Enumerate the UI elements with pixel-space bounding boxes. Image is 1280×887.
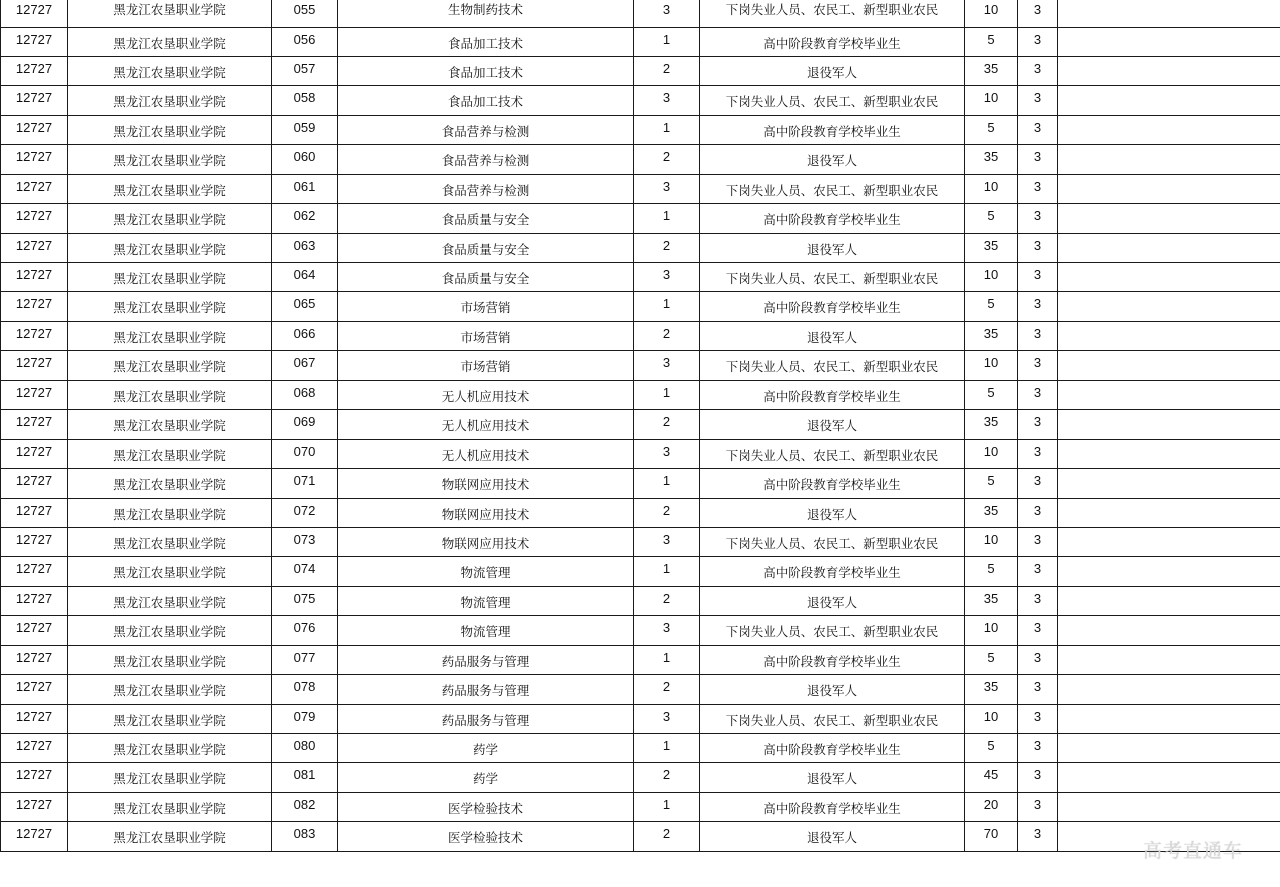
major-name-cell: 药品服务与管理 bbox=[338, 675, 634, 704]
school-code-cell: 12727 bbox=[1, 675, 68, 704]
applicant-group-cell: 退役军人 bbox=[700, 145, 965, 174]
major-name-cell: 市场营销 bbox=[338, 292, 634, 321]
applicant-group-cell: 退役军人 bbox=[700, 498, 965, 527]
major-name-cell: 药学 bbox=[338, 734, 634, 763]
applicant-group-cell: 高中阶段教育学校毕业生 bbox=[700, 792, 965, 821]
plan-count-cell: 70 bbox=[965, 822, 1018, 851]
plan-count-cell: 5 bbox=[965, 380, 1018, 409]
applicant-group-cell: 退役军人 bbox=[700, 321, 965, 350]
category-order-cell: 3 bbox=[634, 86, 700, 115]
table-row bbox=[1, 763, 1280, 792]
school-code-cell: 12727 bbox=[1, 704, 68, 733]
major-code-cell: 060 bbox=[272, 145, 338, 174]
remarks-cell bbox=[1058, 645, 1280, 674]
plan-count-cell: 10 bbox=[965, 351, 1018, 380]
plan-count-cell: 5 bbox=[965, 292, 1018, 321]
major-name-cell: 无人机应用技术 bbox=[338, 439, 634, 468]
school-name-cell: 黑龙江农垦职业学院 bbox=[68, 380, 272, 409]
remarks-cell bbox=[1058, 145, 1280, 174]
study-years-cell: 3 bbox=[1018, 380, 1058, 409]
school-name-cell: 黑龙江农垦职业学院 bbox=[68, 145, 272, 174]
category-order-cell: 1 bbox=[634, 792, 700, 821]
applicant-group-cell: 退役军人 bbox=[700, 586, 965, 615]
major-code-cell: 059 bbox=[272, 115, 338, 144]
major-code-cell: 065 bbox=[272, 292, 338, 321]
remarks-cell bbox=[1058, 792, 1280, 821]
plan-count-cell: 35 bbox=[965, 586, 1018, 615]
study-years-cell: 3 bbox=[1018, 469, 1058, 498]
remarks-cell bbox=[1058, 763, 1280, 792]
major-name-cell: 物联网应用技术 bbox=[338, 469, 634, 498]
table-row bbox=[1, 557, 1280, 586]
study-years-cell: 3 bbox=[1018, 145, 1058, 174]
remarks-cell bbox=[1058, 527, 1280, 556]
study-years-cell: 3 bbox=[1018, 0, 1058, 27]
table-row bbox=[1, 410, 1280, 439]
remarks-cell bbox=[1058, 586, 1280, 615]
remarks-cell bbox=[1058, 498, 1280, 527]
major-code-cell: 055 bbox=[272, 0, 338, 27]
study-years-cell: 3 bbox=[1018, 27, 1058, 56]
plan-count-cell: 35 bbox=[965, 675, 1018, 704]
major-code-cell: 068 bbox=[272, 380, 338, 409]
school-code-cell: 12727 bbox=[1, 527, 68, 556]
school-name-cell: 黑龙江农垦职业学院 bbox=[68, 704, 272, 733]
category-order-cell: 1 bbox=[634, 380, 700, 409]
school-name-cell: 黑龙江农垦职业学院 bbox=[68, 204, 272, 233]
category-order-cell: 3 bbox=[634, 616, 700, 645]
table-row bbox=[1, 174, 1280, 203]
study-years-cell: 3 bbox=[1018, 86, 1058, 115]
major-name-cell: 药品服务与管理 bbox=[338, 704, 634, 733]
study-years-cell: 3 bbox=[1018, 410, 1058, 439]
remarks-cell bbox=[1058, 380, 1280, 409]
table-row bbox=[1, 704, 1280, 733]
major-code-cell: 058 bbox=[272, 86, 338, 115]
plan-count-cell: 10 bbox=[965, 86, 1018, 115]
study-years-cell: 3 bbox=[1018, 263, 1058, 292]
category-order-cell: 2 bbox=[634, 675, 700, 704]
school-code-cell: 12727 bbox=[1, 321, 68, 350]
major-name-cell: 无人机应用技术 bbox=[338, 380, 634, 409]
table-row bbox=[1, 145, 1280, 174]
table-row bbox=[1, 439, 1280, 468]
category-order-cell: 2 bbox=[634, 586, 700, 615]
school-code-cell: 12727 bbox=[1, 86, 68, 115]
school-name-cell: 黑龙江农垦职业学院 bbox=[68, 86, 272, 115]
school-code-cell: 12727 bbox=[1, 263, 68, 292]
major-code-cell: 062 bbox=[272, 204, 338, 233]
category-order-cell: 2 bbox=[634, 498, 700, 527]
table-row bbox=[1, 86, 1280, 115]
table-row bbox=[1, 0, 1280, 27]
school-code-cell: 12727 bbox=[1, 0, 68, 27]
study-years-cell: 3 bbox=[1018, 675, 1058, 704]
school-name-cell: 黑龙江农垦职业学院 bbox=[68, 527, 272, 556]
remarks-cell bbox=[1058, 115, 1280, 144]
school-code-cell: 12727 bbox=[1, 351, 68, 380]
applicant-group-cell: 高中阶段教育学校毕业生 bbox=[700, 734, 965, 763]
plan-count-cell: 10 bbox=[965, 0, 1018, 27]
major-code-cell: 076 bbox=[272, 616, 338, 645]
major-name-cell: 药学 bbox=[338, 763, 634, 792]
remarks-cell bbox=[1058, 822, 1280, 851]
plan-count-cell: 10 bbox=[965, 439, 1018, 468]
school-code-cell: 12727 bbox=[1, 380, 68, 409]
table-row bbox=[1, 204, 1280, 233]
category-order-cell: 2 bbox=[634, 763, 700, 792]
major-name-cell: 市场营销 bbox=[338, 351, 634, 380]
major-name-cell: 食品加工技术 bbox=[338, 27, 634, 56]
study-years-cell: 3 bbox=[1018, 527, 1058, 556]
table-row bbox=[1, 27, 1280, 56]
school-name-cell: 黑龙江农垦职业学院 bbox=[68, 351, 272, 380]
major-code-cell: 070 bbox=[272, 439, 338, 468]
applicant-group-cell: 高中阶段教育学校毕业生 bbox=[700, 204, 965, 233]
study-years-cell: 3 bbox=[1018, 557, 1058, 586]
category-order-cell: 3 bbox=[634, 263, 700, 292]
table-row bbox=[1, 498, 1280, 527]
school-code-cell: 12727 bbox=[1, 586, 68, 615]
school-code-cell: 12727 bbox=[1, 292, 68, 321]
plan-count-cell: 20 bbox=[965, 792, 1018, 821]
category-order-cell: 1 bbox=[634, 469, 700, 498]
applicant-group-cell: 退役军人 bbox=[700, 675, 965, 704]
school-name-cell: 黑龙江农垦职业学院 bbox=[68, 616, 272, 645]
category-order-cell: 3 bbox=[634, 527, 700, 556]
applicant-group-cell: 退役军人 bbox=[700, 763, 965, 792]
table-row bbox=[1, 675, 1280, 704]
remarks-cell bbox=[1058, 292, 1280, 321]
category-order-cell: 3 bbox=[634, 704, 700, 733]
study-years-cell: 3 bbox=[1018, 233, 1058, 262]
study-years-cell: 3 bbox=[1018, 56, 1058, 85]
applicant-group-cell: 下岗失业人员、农民工、新型职业农民 bbox=[700, 0, 965, 27]
remarks-cell bbox=[1058, 204, 1280, 233]
plan-count-cell: 10 bbox=[965, 616, 1018, 645]
school-name-cell: 黑龙江农垦职业学院 bbox=[68, 56, 272, 85]
major-name-cell: 无人机应用技术 bbox=[338, 410, 634, 439]
plan-count-cell: 10 bbox=[965, 527, 1018, 556]
applicant-group-cell: 退役军人 bbox=[700, 56, 965, 85]
category-order-cell: 3 bbox=[634, 351, 700, 380]
study-years-cell: 3 bbox=[1018, 498, 1058, 527]
school-code-cell: 12727 bbox=[1, 145, 68, 174]
plan-count-cell: 5 bbox=[965, 469, 1018, 498]
table-row bbox=[1, 792, 1280, 821]
applicant-group-cell: 高中阶段教育学校毕业生 bbox=[700, 469, 965, 498]
table-row bbox=[1, 233, 1280, 262]
applicant-group-cell: 高中阶段教育学校毕业生 bbox=[700, 292, 965, 321]
major-code-cell: 057 bbox=[272, 56, 338, 85]
remarks-cell bbox=[1058, 174, 1280, 203]
plan-count-cell: 35 bbox=[965, 56, 1018, 85]
school-name-cell: 黑龙江农垦职业学院 bbox=[68, 586, 272, 615]
school-code-cell: 12727 bbox=[1, 792, 68, 821]
applicant-group-cell: 下岗失业人员、农民工、新型职业农民 bbox=[700, 527, 965, 556]
major-name-cell: 物流管理 bbox=[338, 586, 634, 615]
school-name-cell: 黑龙江农垦职业学院 bbox=[68, 115, 272, 144]
plan-count-cell: 35 bbox=[965, 410, 1018, 439]
study-years-cell: 3 bbox=[1018, 115, 1058, 144]
plan-count-cell: 5 bbox=[965, 115, 1018, 144]
major-name-cell: 物流管理 bbox=[338, 557, 634, 586]
major-name-cell: 食品加工技术 bbox=[338, 86, 634, 115]
plan-count-cell: 35 bbox=[965, 233, 1018, 262]
study-years-cell: 3 bbox=[1018, 204, 1058, 233]
remarks-cell bbox=[1058, 263, 1280, 292]
study-years-cell: 3 bbox=[1018, 292, 1058, 321]
applicant-group-cell: 下岗失业人员、农民工、新型职业农民 bbox=[700, 263, 965, 292]
school-code-cell: 12727 bbox=[1, 498, 68, 527]
category-order-cell: 1 bbox=[634, 645, 700, 674]
major-code-cell: 081 bbox=[272, 763, 338, 792]
applicant-group-cell: 下岗失业人员、农民工、新型职业农民 bbox=[700, 704, 965, 733]
major-code-cell: 074 bbox=[272, 557, 338, 586]
study-years-cell: 3 bbox=[1018, 822, 1058, 851]
study-years-cell: 3 bbox=[1018, 616, 1058, 645]
applicant-group-cell: 高中阶段教育学校毕业生 bbox=[700, 557, 965, 586]
applicant-group-cell: 下岗失业人员、农民工、新型职业农民 bbox=[700, 351, 965, 380]
school-name-cell: 黑龙江农垦职业学院 bbox=[68, 763, 272, 792]
school-name-cell: 黑龙江农垦职业学院 bbox=[68, 822, 272, 851]
school-code-cell: 12727 bbox=[1, 469, 68, 498]
remarks-cell bbox=[1058, 734, 1280, 763]
major-code-cell: 067 bbox=[272, 351, 338, 380]
table-row bbox=[1, 645, 1280, 674]
major-name-cell: 食品营养与检测 bbox=[338, 115, 634, 144]
remarks-cell bbox=[1058, 616, 1280, 645]
school-name-cell: 黑龙江农垦职业学院 bbox=[68, 469, 272, 498]
major-name-cell: 食品质量与安全 bbox=[338, 233, 634, 262]
category-order-cell: 1 bbox=[634, 27, 700, 56]
study-years-cell: 3 bbox=[1018, 439, 1058, 468]
category-order-cell: 1 bbox=[634, 292, 700, 321]
applicant-group-cell: 下岗失业人员、农民工、新型职业农民 bbox=[700, 439, 965, 468]
plan-count-cell: 5 bbox=[965, 27, 1018, 56]
remarks-cell bbox=[1058, 675, 1280, 704]
school-code-cell: 12727 bbox=[1, 204, 68, 233]
school-name-cell: 黑龙江农垦职业学院 bbox=[68, 410, 272, 439]
applicant-group-cell: 下岗失业人员、农民工、新型职业农民 bbox=[700, 86, 965, 115]
watermark-logo: 高考直通车 bbox=[1143, 840, 1244, 862]
remarks-cell bbox=[1058, 351, 1280, 380]
study-years-cell: 3 bbox=[1018, 321, 1058, 350]
remarks-cell bbox=[1058, 321, 1280, 350]
major-name-cell: 药品服务与管理 bbox=[338, 645, 634, 674]
school-code-cell: 12727 bbox=[1, 56, 68, 85]
major-code-cell: 071 bbox=[272, 469, 338, 498]
major-name-cell: 生物制药技术 bbox=[338, 0, 634, 27]
remarks-cell bbox=[1058, 410, 1280, 439]
school-code-cell: 12727 bbox=[1, 115, 68, 144]
applicant-group-cell: 下岗失业人员、农民工、新型职业农民 bbox=[700, 174, 965, 203]
table-row bbox=[1, 351, 1280, 380]
plan-count-cell: 10 bbox=[965, 174, 1018, 203]
major-code-cell: 083 bbox=[272, 822, 338, 851]
study-years-cell: 3 bbox=[1018, 792, 1058, 821]
plan-count-cell: 5 bbox=[965, 734, 1018, 763]
category-order-cell: 2 bbox=[634, 233, 700, 262]
school-code-cell: 12727 bbox=[1, 822, 68, 851]
plan-count-cell: 5 bbox=[965, 645, 1018, 674]
school-name-cell: 黑龙江农垦职业学院 bbox=[68, 321, 272, 350]
major-name-cell: 医学检验技术 bbox=[338, 792, 634, 821]
remarks-cell bbox=[1058, 233, 1280, 262]
major-code-cell: 069 bbox=[272, 410, 338, 439]
category-order-cell: 1 bbox=[634, 557, 700, 586]
major-name-cell: 食品加工技术 bbox=[338, 56, 634, 85]
category-order-cell: 3 bbox=[634, 0, 700, 27]
category-order-cell: 2 bbox=[634, 145, 700, 174]
major-code-cell: 077 bbox=[272, 645, 338, 674]
school-name-cell: 黑龙江农垦职业学院 bbox=[68, 439, 272, 468]
remarks-cell bbox=[1058, 86, 1280, 115]
table-row bbox=[1, 527, 1280, 556]
applicant-group-cell: 高中阶段教育学校毕业生 bbox=[700, 380, 965, 409]
major-code-cell: 056 bbox=[272, 27, 338, 56]
school-code-cell: 12727 bbox=[1, 410, 68, 439]
applicant-group-cell: 高中阶段教育学校毕业生 bbox=[700, 115, 965, 144]
school-code-cell: 12727 bbox=[1, 439, 68, 468]
remarks-cell bbox=[1058, 469, 1280, 498]
plan-count-cell: 35 bbox=[965, 321, 1018, 350]
plan-count-cell: 5 bbox=[965, 557, 1018, 586]
study-years-cell: 3 bbox=[1018, 734, 1058, 763]
table-row bbox=[1, 292, 1280, 321]
school-code-cell: 12727 bbox=[1, 616, 68, 645]
major-code-cell: 075 bbox=[272, 586, 338, 615]
school-name-cell: 黑龙江农垦职业学院 bbox=[68, 292, 272, 321]
major-name-cell: 食品质量与安全 bbox=[338, 263, 634, 292]
plan-count-cell: 10 bbox=[965, 263, 1018, 292]
remarks-cell bbox=[1058, 439, 1280, 468]
remarks-cell bbox=[1058, 0, 1280, 27]
applicant-group-cell: 退役军人 bbox=[700, 410, 965, 439]
major-name-cell: 食品营养与检测 bbox=[338, 174, 634, 203]
major-name-cell: 物联网应用技术 bbox=[338, 527, 634, 556]
applicant-group-cell: 高中阶段教育学校毕业生 bbox=[700, 645, 965, 674]
plan-count-cell: 10 bbox=[965, 704, 1018, 733]
major-code-cell: 063 bbox=[272, 233, 338, 262]
major-code-cell: 073 bbox=[272, 527, 338, 556]
category-order-cell: 1 bbox=[634, 204, 700, 233]
major-name-cell: 食品质量与安全 bbox=[338, 204, 634, 233]
study-years-cell: 3 bbox=[1018, 586, 1058, 615]
applicant-group-cell: 高中阶段教育学校毕业生 bbox=[700, 27, 965, 56]
plan-count-cell: 35 bbox=[965, 145, 1018, 174]
school-code-cell: 12727 bbox=[1, 734, 68, 763]
major-name-cell: 食品营养与检测 bbox=[338, 145, 634, 174]
school-name-cell: 黑龙江农垦职业学院 bbox=[68, 645, 272, 674]
remarks-cell bbox=[1058, 27, 1280, 56]
applicant-group-cell: 下岗失业人员、农民工、新型职业农民 bbox=[700, 616, 965, 645]
plan-count-cell: 5 bbox=[965, 204, 1018, 233]
remarks-cell bbox=[1058, 704, 1280, 733]
major-code-cell: 082 bbox=[272, 792, 338, 821]
school-code-cell: 12727 bbox=[1, 27, 68, 56]
school-code-cell: 12727 bbox=[1, 557, 68, 586]
remarks-cell bbox=[1058, 557, 1280, 586]
applicant-group-cell: 退役军人 bbox=[700, 233, 965, 262]
major-name-cell: 医学检验技术 bbox=[338, 822, 634, 851]
major-code-cell: 061 bbox=[272, 174, 338, 203]
table-row bbox=[1, 616, 1280, 645]
school-name-cell: 黑龙江农垦职业学院 bbox=[68, 0, 272, 27]
major-code-cell: 080 bbox=[272, 734, 338, 763]
school-name-cell: 黑龙江农垦职业学院 bbox=[68, 263, 272, 292]
major-code-cell: 079 bbox=[272, 704, 338, 733]
category-order-cell: 2 bbox=[634, 822, 700, 851]
table-body bbox=[1, 0, 1280, 851]
major-name-cell: 物联网应用技术 bbox=[338, 498, 634, 527]
category-order-cell: 3 bbox=[634, 439, 700, 468]
table-row bbox=[1, 263, 1280, 292]
study-years-cell: 3 bbox=[1018, 704, 1058, 733]
major-code-cell: 066 bbox=[272, 321, 338, 350]
school-name-cell: 黑龙江农垦职业学院 bbox=[68, 675, 272, 704]
plan-count-cell: 35 bbox=[965, 498, 1018, 527]
school-code-cell: 12727 bbox=[1, 645, 68, 674]
school-name-cell: 黑龙江农垦职业学院 bbox=[68, 734, 272, 763]
study-years-cell: 3 bbox=[1018, 763, 1058, 792]
table-row bbox=[1, 734, 1280, 763]
category-order-cell: 1 bbox=[634, 115, 700, 144]
school-name-cell: 黑龙江农垦职业学院 bbox=[68, 557, 272, 586]
major-code-cell: 072 bbox=[272, 498, 338, 527]
table-row bbox=[1, 380, 1280, 409]
school-name-cell: 黑龙江农垦职业学院 bbox=[68, 498, 272, 527]
major-name-cell: 市场营销 bbox=[338, 321, 634, 350]
major-name-cell: 物流管理 bbox=[338, 616, 634, 645]
major-code-cell: 064 bbox=[272, 263, 338, 292]
plan-count-cell: 45 bbox=[965, 763, 1018, 792]
category-order-cell: 1 bbox=[634, 734, 700, 763]
category-order-cell: 2 bbox=[634, 410, 700, 439]
study-years-cell: 3 bbox=[1018, 351, 1058, 380]
study-years-cell: 3 bbox=[1018, 174, 1058, 203]
table-row bbox=[1, 586, 1280, 615]
remarks-cell bbox=[1058, 56, 1280, 85]
table-row bbox=[1, 469, 1280, 498]
category-order-cell: 3 bbox=[634, 174, 700, 203]
school-code-cell: 12727 bbox=[1, 763, 68, 792]
school-code-cell: 12727 bbox=[1, 174, 68, 203]
major-code-cell: 078 bbox=[272, 675, 338, 704]
school-code-cell: 12727 bbox=[1, 233, 68, 262]
school-name-cell: 黑龙江农垦职业学院 bbox=[68, 27, 272, 56]
school-name-cell: 黑龙江农垦职业学院 bbox=[68, 174, 272, 203]
table-row bbox=[1, 822, 1280, 851]
study-years-cell: 3 bbox=[1018, 645, 1058, 674]
school-name-cell: 黑龙江农垦职业学院 bbox=[68, 233, 272, 262]
table-row bbox=[1, 56, 1280, 85]
table-row bbox=[1, 321, 1280, 350]
category-order-cell: 2 bbox=[634, 56, 700, 85]
school-name-cell: 黑龙江农垦职业学院 bbox=[68, 792, 272, 821]
category-order-cell: 2 bbox=[634, 321, 700, 350]
table-row bbox=[1, 115, 1280, 144]
applicant-group-cell: 退役军人 bbox=[700, 822, 965, 851]
